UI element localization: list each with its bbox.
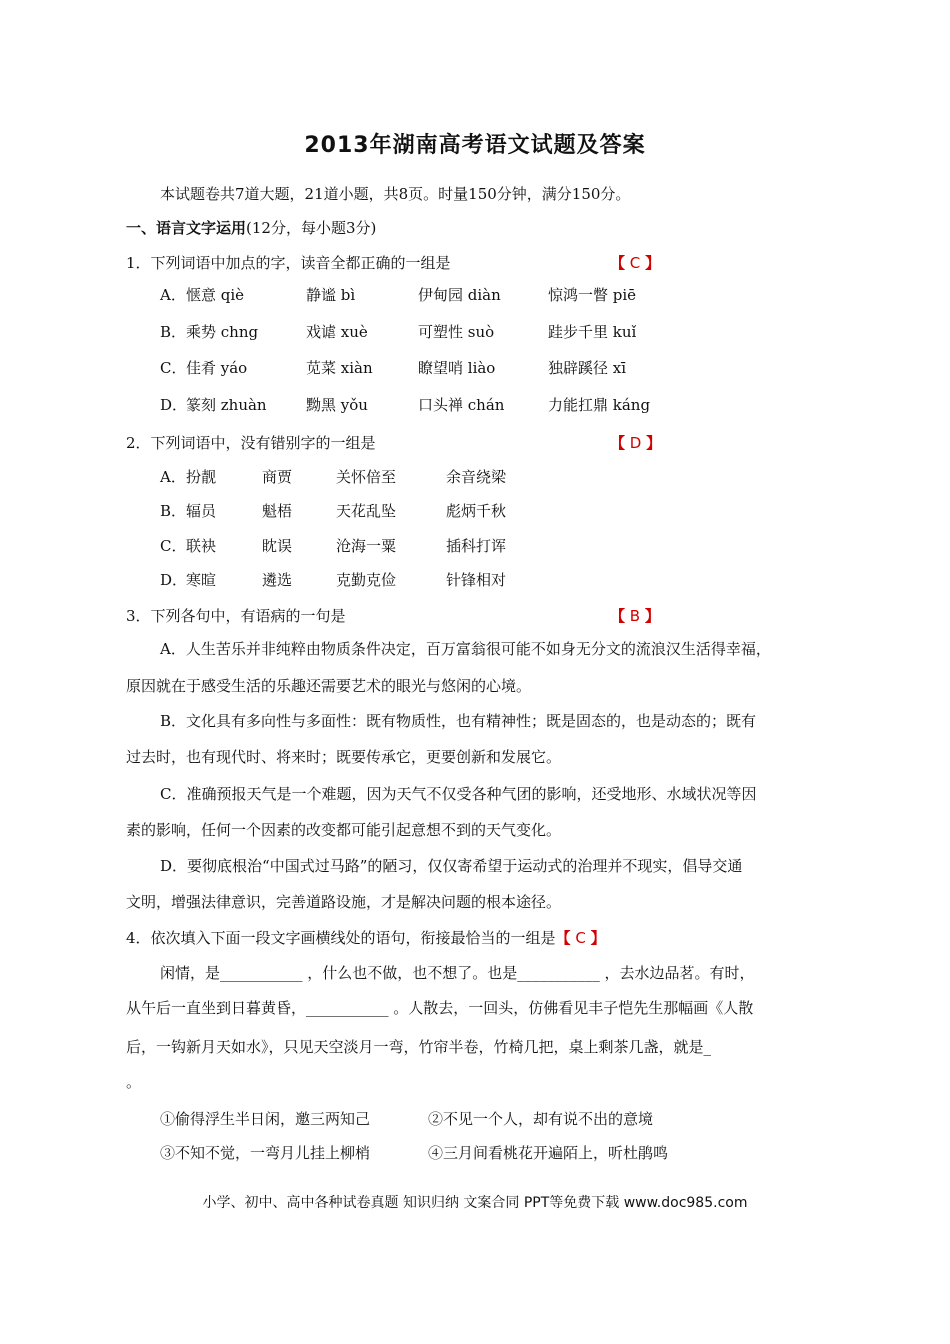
option-item: 商贾 xyxy=(262,468,293,486)
option-item: 可塑性 suò xyxy=(418,323,495,341)
option-label: B． xyxy=(160,502,187,520)
option-item: 联袂 xyxy=(186,537,217,555)
option-item: 彪炳千秋 xyxy=(446,502,507,520)
option-item: 独辟蹊径 xī xyxy=(548,359,627,377)
answer-letter: C xyxy=(575,929,586,947)
option-item: 扮靓 xyxy=(186,468,217,486)
question-3-answer: 【 B 】 xyxy=(610,607,660,625)
option-item: 天花乱坠 xyxy=(336,502,397,520)
choice-item: ②不见一个人，却有说不出的意境 xyxy=(428,1110,654,1128)
option-label: D． xyxy=(160,396,188,414)
option-a-line1: A．人生苦乐并非纯粹由物质条件决定，百万富翁很可能不如身无分文的流浪汉生活得幸福， xyxy=(160,640,771,658)
option-item: 寒暄 xyxy=(186,571,217,589)
passage-line: 。 xyxy=(126,1073,142,1091)
option-item: 乘势 chng xyxy=(186,323,259,341)
option-d-line2: 文明，增强法律意识，完善道路设施，才是解决问题的根本途径。 xyxy=(126,893,562,911)
choice-item: ④三月间看桃花开遍陌上，听杜鹃鸣 xyxy=(428,1144,669,1162)
option-item: 篆刻 zhuàn xyxy=(186,396,267,414)
option-item: 辐员 xyxy=(186,502,217,520)
question-2-answer: 【 D 】 xyxy=(610,434,662,452)
choice-item: ①偷得浮生半日闲，邀三两知己 xyxy=(160,1110,371,1128)
question-3-stem: 3．下列各句中，有语病的一句是 xyxy=(126,607,346,625)
page-title: 2013年湖南高考语文试题及答案 xyxy=(304,133,646,158)
option-c-line1: C．准确预报天气是一个难题，因为天气不仅受各种气团的影响，还受地形、水域状况等因 xyxy=(160,785,757,803)
question-4-stem xyxy=(126,927,606,949)
question-1-answer: 【 C 】 xyxy=(610,254,661,272)
question-2-stem: 2．下列词语中，没有错别字的一组是 xyxy=(126,434,376,452)
section-title: 一、语言文字运用 xyxy=(126,219,247,237)
option-label: A． xyxy=(160,468,186,486)
option-item: 力能扛鼎 káng xyxy=(548,396,651,414)
question-4-text: 4．依次填入下面一段文字画横线处的语句，衔接最恰当的一组是 xyxy=(126,929,556,947)
section-note: (12分，每小题3分) xyxy=(246,219,377,237)
option-item: 佳肴 yáo xyxy=(186,359,248,377)
option-item: 口头禅 chán xyxy=(418,396,505,414)
option-item: 余音绕梁 xyxy=(446,468,507,486)
option-row xyxy=(160,321,186,343)
option-item: 克勤克俭 xyxy=(336,571,397,589)
option-c-line2: 素的影响，任何一个因素的改变都可能引起意想不到的天气变化。 xyxy=(126,821,562,839)
option-label: C． xyxy=(160,359,187,377)
option-row xyxy=(160,394,187,416)
option-item: 黝黑 yǒu xyxy=(306,396,368,414)
option-label: D． xyxy=(160,571,188,589)
section-heading xyxy=(126,217,376,239)
option-item: 针锋相对 xyxy=(446,571,507,589)
option-b-line1: B．文化具有多向性与多面性：既有物质性，也有精神性；既是固态的，也是动态的；既有 xyxy=(160,712,757,730)
question-1-stem: 1．下列词语中加点的字，读音全都正确的一组是 xyxy=(126,254,451,272)
option-item: 魁梧 xyxy=(262,502,293,520)
option-item: 戏谑 xuè xyxy=(306,323,368,341)
option-label: A． xyxy=(160,286,186,304)
option-item: 惊鸿一瞥 piē xyxy=(548,286,637,304)
choice-item: ③不知不觉，一弯月儿挂上柳梢 xyxy=(160,1144,371,1162)
answer-letter: D xyxy=(629,434,642,452)
passage-line: 从午后一直坐到日暮黄昏，___________ 。人散去，一回头，仿佛看见丰子恺先生那幅画《人散 xyxy=(126,999,754,1017)
option-item: 关怀倍至 xyxy=(336,468,397,486)
option-label: B． xyxy=(160,323,187,341)
option-item: 惬意 qiè xyxy=(186,286,245,304)
option-item: 遴选 xyxy=(262,571,293,589)
passage-line: 闲情，是___________ ，什么也不做，也不想了。也是___________ ，去水边品茗。有时， xyxy=(160,964,755,982)
question-4-answer: 【 C 】 xyxy=(555,929,606,947)
option-b-line2: 过去时，也有现代时、将来时；既要传承它，更要创新和发展它。 xyxy=(126,748,562,766)
answer-letter: B xyxy=(629,607,641,625)
option-item: 伊甸园 diàn xyxy=(418,286,501,304)
passage-line: 后，一钩新月天如水》，只见天空淡月一弯，竹帘半卷，竹椅几把，桌上剩茶几盏，就是_ xyxy=(126,1038,712,1056)
option-a-line2: 原因就在于感受生活的乐趣还需要艺术的眼光与悠闲的心境。 xyxy=(126,677,532,695)
option-item: 插科打诨 xyxy=(446,537,507,555)
option-item: 沧海一粟 xyxy=(336,537,397,555)
answer-letter: C xyxy=(629,254,641,272)
option-item: 跬步千里 kuǐ xyxy=(548,323,637,341)
option-item: 苋菜 xiàn xyxy=(306,359,373,377)
option-item: 眈误 xyxy=(262,537,293,555)
page-footer: 小学、初中、高中各种试卷真题 知识归纳 文案合同 PPT等免费下载 www.doc985.com xyxy=(202,1195,748,1211)
option-item: 静谧 bì xyxy=(306,286,356,304)
option-label: C． xyxy=(160,537,187,555)
option-d-line1: D．要彻底根治“中国式过马路”的陋习，仅仅寄希望于运动式的治理并不现实，倡导交通 xyxy=(160,857,743,875)
exam-intro: 本试题卷共7道大题，21道小题，共8页。时量150分钟，满分150分。 xyxy=(160,185,631,203)
option-row xyxy=(160,357,186,379)
option-row xyxy=(160,284,186,306)
option-item: 瞭望哨 liào xyxy=(418,359,496,377)
